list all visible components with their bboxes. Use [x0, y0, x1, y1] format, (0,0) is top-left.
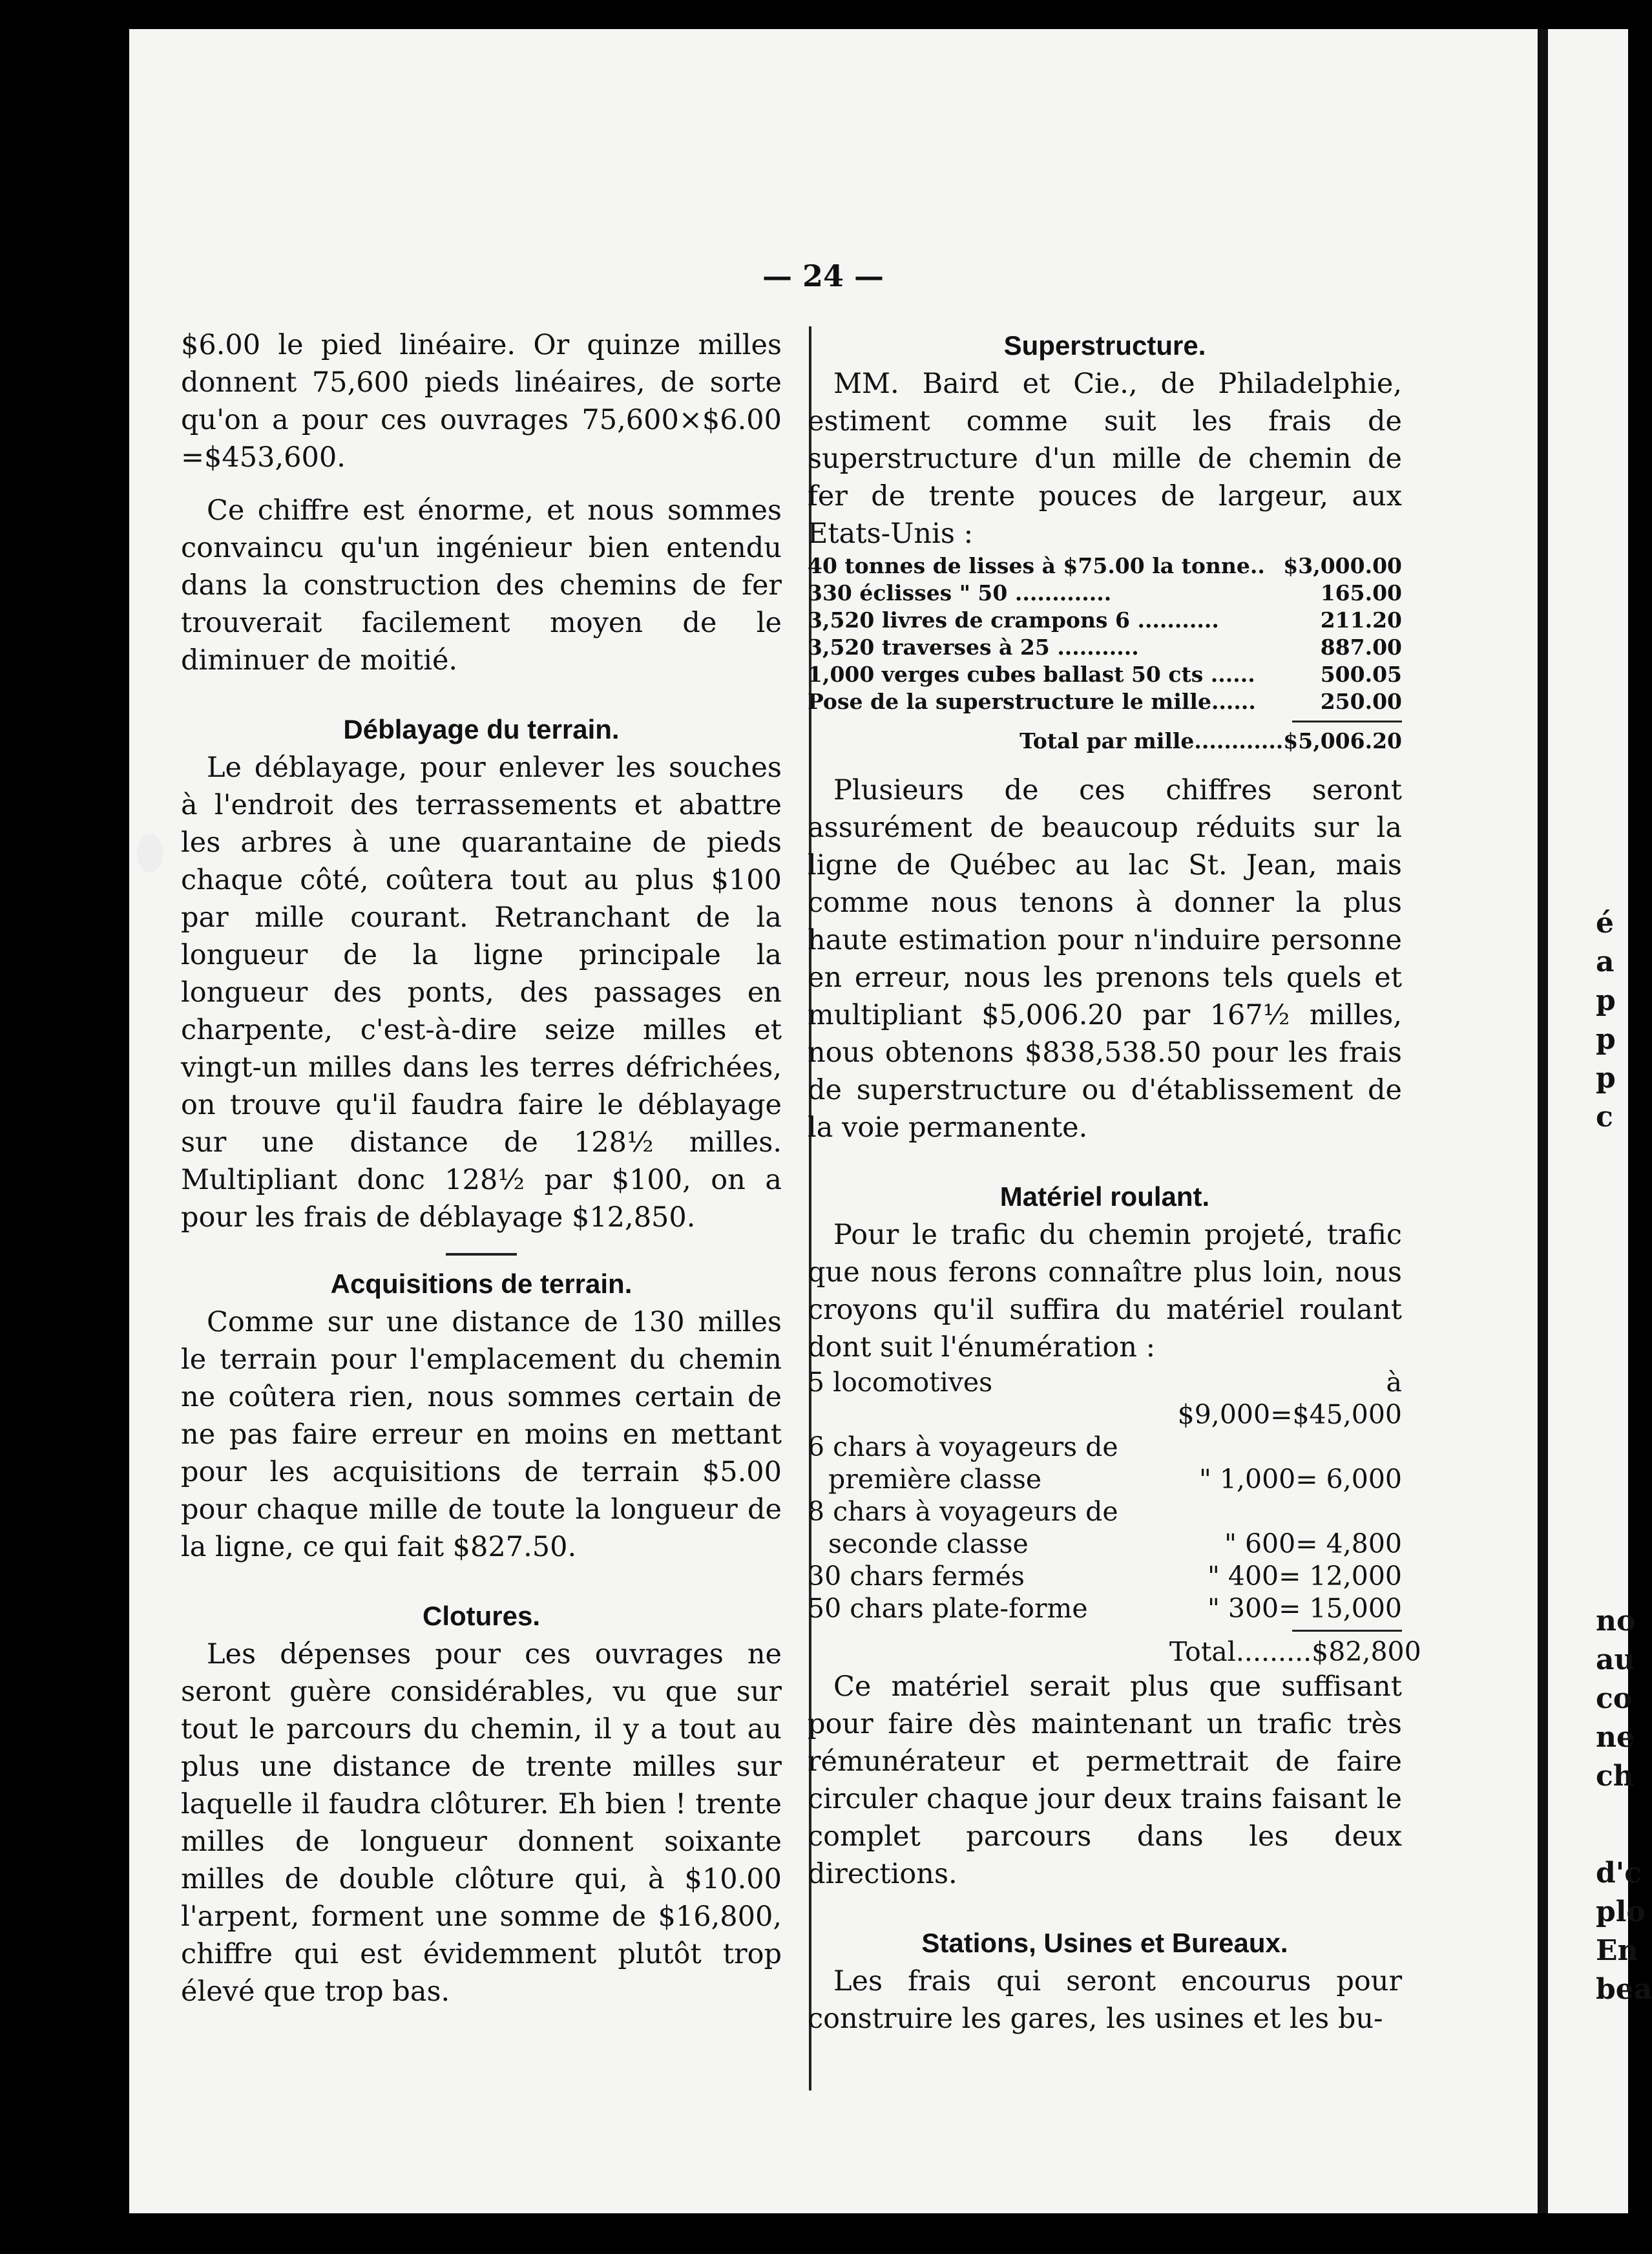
- paragraph-superstructure: MM. Baird et Cie., de Philadelphie, estiment comme suit les frais de superstructure d'un mille de chemin de fer de trente pouces de largeur, aux Etats-Unis :: [808, 368, 1402, 550]
- rolling-stock-list: [808, 1366, 1402, 1625]
- table-row: 3,520 traverses à 25 ........... 887.00: [808, 635, 1402, 660]
- margin-fragment: plo: [1596, 1895, 1646, 1928]
- paragraph-top: $6.00 le pied linéaire. Or quinze milles donnent 75,600 pieds linéaires, de sorte qu'on a pour ces ouvrages 75,600×$6.00 =$453,600.: [181, 329, 782, 474]
- heading-deblayage: Déblayage du terrain.: [343, 714, 620, 744]
- list-item: seconde classe " 600= 4,800: [828, 1528, 1402, 1559]
- total-rule: [1292, 1630, 1402, 1632]
- margin-fragment: no: [1596, 1605, 1636, 1638]
- margin-fragment: ch: [1596, 1760, 1634, 1793]
- list-item: 8 chars à voyageurs de: [808, 1496, 1118, 1527]
- paragraph-plusieurs: Plusieurs de ces chiffres seront assurément de beaucoup réduits sur la ligne de Québec au lac St. Jean, mais comme nous tenons à donner la plus haute estimation pour n'induire personne en erreur, nous les prenons tels quels et multipliant $5,006.20 par 167½ milles, nous obtenons $838,538.50 pour les frais de superstructure ou d'établissement de la voie permanente.: [808, 774, 1402, 1144]
- heading-clotures: Clotures.: [422, 1601, 541, 1631]
- total-rule: [1292, 721, 1402, 722]
- table-row: 40 tonnes de lisses à $75.00 la tonne.. $3,000.00: [808, 553, 1402, 578]
- list-item: 6 chars à voyageurs de: [808, 1431, 1118, 1462]
- margin-fragment: a: [1596, 945, 1615, 978]
- paragraph-stations: Les frais qui seront encourus pour construire les gares, les usines et les bu-: [808, 1965, 1402, 2035]
- margin-fragment: au: [1596, 1643, 1635, 1676]
- margin-fragment: En: [1596, 1934, 1638, 1967]
- heading-superstructure: Superstructure.: [1003, 330, 1206, 361]
- paragraph-clotures: Les dépenses pour ces ouvrages ne seront guère considérables, vu que sur tout le parcours du chemin, il y a tout au plus une distance de trente milles sur laquelle il faudra clôturer. Eh bien ! trente milles de longueur donnent soixante milles de double clôture qui, à $10.00 l'arpent, forment une somme de $16,800, chiffre qui est évidemment plutôt trop élevé que trop bas.: [181, 1638, 782, 2008]
- margin-fragment: p: [1596, 1023, 1616, 1056]
- paragraph-materiel: Pour le trafic du chemin projeté, trafic que nous ferons connaître plus loin, nous croyons qu'il suffira du matériel roulant dont suit l'énumération :: [808, 1219, 1402, 1364]
- list-item: 5 locomotives à $9,000=$45,000: [808, 1367, 1402, 1430]
- page-number: — 24 —: [762, 258, 884, 293]
- margin-fragment: d'c: [1596, 1857, 1642, 1890]
- table-row: 3,520 livres de crampons 6 ........... 211.20: [808, 607, 1402, 633]
- margin-fragment: co: [1596, 1682, 1633, 1715]
- superstructure-total: Total par mille............$5,006.20: [1019, 728, 1402, 753]
- margin-fragment: c: [1596, 1101, 1613, 1133]
- heading-acquisitions: Acquisitions de terrain.: [330, 1269, 633, 1299]
- paragraph-ce-materiel: Ce matériel serait plus que suffisant pour faire dès maintenant un trafic très rémunérateur et permettrait de faire circuler chaque jour deux trains faisant le complet parcours dans les deux directions.: [808, 1670, 1402, 1890]
- margin-fragment: ne: [1596, 1721, 1635, 1754]
- right-column: [808, 326, 1421, 2038]
- list-item: 50 chars plate-forme " 300= 15,000: [808, 1593, 1402, 1624]
- superstructure-table: [808, 553, 1402, 715]
- paragraph-deblayage: Le déblayage, pour enlever les souches à l'endroit des terrassements et abattre les arbres à une quarantaine de pieds chaque côté, coûtera tout au plus $100 par mille courant. Retranchant de la longueur de la ligne principale la longueur des ponts, des passages en charpente, c'est-à-dire seize milles et vingt-un milles dans les terres défrichées, on trouve qu'il faudra faire le déblayage sur une distance de 128½ milles. Multipliant donc 128½ par $100, on a pour les frais de déblayage $12,850.: [181, 752, 782, 1234]
- heading-materiel: Matériel roulant.: [999, 1181, 1210, 1212]
- margin-fragment: é: [1596, 907, 1614, 940]
- list-item: première classe " 1,000= 6,000: [828, 1464, 1402, 1495]
- margin-fragment: bea: [1596, 1973, 1652, 2006]
- margin-fragment: p: [1596, 984, 1616, 1017]
- table-row: 330 éclisses " 50 ............. 165.00: [808, 580, 1402, 606]
- list-item: 30 chars fermés " 400= 12,000: [808, 1561, 1402, 1592]
- table-row: Pose de la superstructure le mille...... 250.00: [808, 689, 1402, 714]
- rolling-total: Total.........$82,800: [1169, 1636, 1421, 1667]
- paragraph-acquisitions: Comme sur une distance de 130 milles le terrain pour l'emplacement du chemin ne coûtera rien, nous sommes certain de ne pas faire erreur en moins en mettant pour les acquisitions de terrain $5.00 pour chaque mille de toute la longueur de la ligne, ce qui fait $827.50.: [181, 1306, 782, 1563]
- binding-hole: [137, 834, 163, 872]
- paragraph-cost: Ce chiffre est énorme, et nous sommes convaincu qu'un ingénieur bien entendu dans la construction des chemins de fer trouverait facilement moyen de le diminuer de moitié.: [181, 494, 782, 677]
- left-column: [181, 326, 782, 2010]
- heading-stations: Stations, Usines et Bureaux.: [921, 1928, 1288, 1958]
- table-row: 1,000 verges cubes ballast 50 cts ...... 500.05: [808, 662, 1402, 687]
- margin-fragment: p: [1596, 1062, 1616, 1095]
- section-rule: [446, 1253, 517, 1256]
